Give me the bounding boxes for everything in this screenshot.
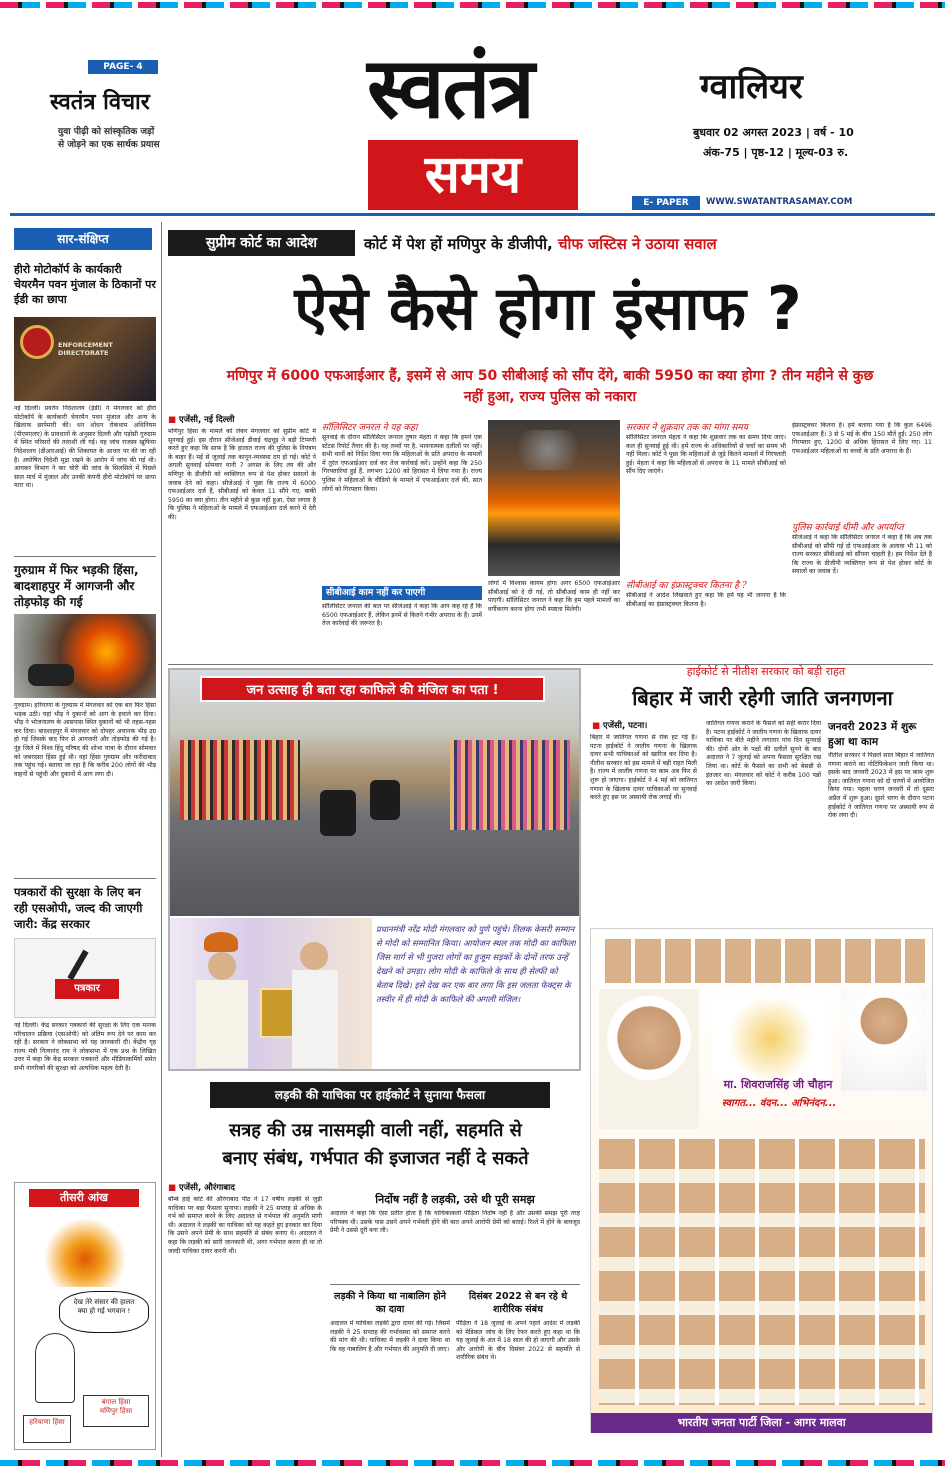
ad-footer: भारतीय जनता पार्टी जिला - आगर मालवा (591, 1413, 932, 1433)
ad-workers-grid (599, 1139, 925, 1405)
masthead-rule (10, 213, 935, 216)
lead-subhead-3: सरकार ने शुक्रवार तक का मांगा समय (626, 423, 748, 433)
rally-caption: प्रधानमंत्री नरेंद्र मोदी मंगलवार को पुणे पहुंचे। तिलक केसरी सम्मान से मोदी को सम्मानित किया। आयोजन स्थल तक मोदी का काफिला जिस मार्ग से भी गुजरा लोगों का हुजूम सड़कों के दोनों तरफ उन्हें देखने को उमड़ा। लोग मोदी के काफिले के साथ ही सेल्फी को बेताब दिखे। इसे देख कर एक बार लगा कि इस जलता फेक्ट्स के तस्वीर में ही मोदी के काफिले की अगली मंजिल। (376, 924, 576, 1004)
sidebar-story3-headline[interactable]: पत्रकारों की सुरक्षा के लिए बन रही एसओपी, जल्द की जाएगी जारी: केंद्र सरकार (14, 885, 143, 931)
edition-city: ग्वालियर (700, 67, 803, 107)
smoke-cloud (508, 430, 588, 470)
bihar-kicker: हाईकोर्ट से नीतीश सरकार को बड़ी राहत (686, 665, 846, 678)
lead-subhead-5: पुलिस कार्रवाई धीमी और अपर्याप्त (792, 523, 904, 533)
ed-office-photo (14, 317, 156, 401)
registration-color-bar-bottom (0, 1460, 945, 1466)
dignitary-face (300, 942, 328, 970)
ad-honoree: मा. शिवराजसिंह जी चौहान (723, 1078, 833, 1091)
cartoon-sign-1: बंगाल हिंसा मणिपुर हिंसा (83, 1395, 149, 1427)
sidebar-story1-body: नई दिल्ली। प्रवर्तन निदेशालय (ईडी) ने मंगलवार को हीरो मोटोकॉर्प के कार्यकारी चेयरमैन पवन मुंजाल और अन्य के खिलाफ छापेमारी की। धन शोधन रोकथाम अधिनियम (पीएमएलए) के प्रावधानों के अनुसार दिल्ली और पड़ोसी गुरुग्राम में स्थित परिसरों की तलाशी ली गई। यह जांच राजस्व खुफिया निदेशालय (डीआरआई) की शिकायत के आधार पर की जा रही है। अघोषित विदेशी मुद्रा रखने के आरोप में जांच की गई थी। आयकर विभाग ने कर चोरी की जांच के सिलसिले में पिछले साल मार्च में मुंजाल और उनकी कंपनी हीरो मोटोकॉर्प पर छापा मारा था। (14, 405, 156, 490)
date-line: बुधवार 02 अगस्त 2023 | वर्ष - 10 (693, 126, 854, 139)
court-subhead-2: लड़की ने किया था नाबालिग होने का दावा (334, 1291, 446, 1315)
ad-greeting: स्वागत... वंदन... अभिनंदन... (721, 1098, 837, 1109)
dignitary-kurta (292, 970, 338, 1068)
pm-award-photo (170, 918, 372, 1069)
bihar-subhead: जनवरी 2023 में शुरू हुआ था काम (828, 721, 917, 748)
lead-kicker: सुप्रीम कोर्ट का आदेश (168, 230, 355, 256)
cartoon-box (14, 1182, 156, 1450)
court-kicker: लड़की की याचिका पर हाईकोर्ट ने सुनाया फैसला (210, 1082, 550, 1108)
page-number-label: PAGE- 4 (88, 60, 158, 74)
manipur-fire-photo (488, 420, 620, 576)
cartoon-fire-scene (23, 1217, 147, 1287)
section-title: स्वतंत्र विचार (50, 90, 150, 115)
lead-col2b: सॉलिसिटर जनरल की बात पर सीजेआई ने कहा कि आप कह रहे हैं कि 6500 एफआईआर हैं, लेकिन इनमें से कितने गंभीर अपराध के हैं। उनमें तेज कार्रवाई की जरूरत है। (322, 603, 482, 628)
lead-col5: इंफ्रास्ट्रक्चर कितना है। हमें बताया गया है कि कुल 6496 एफआईआर हैं। 3 से 5 मई के बीच 150 मौतें हुईं। 250 लोग गिरफ्तार हुए, 1200 से अधिक हिरासत में लिए गए। 11 एफआईआर महिलाओं या बच्चों के प्रति अपराध के हैं। (792, 422, 932, 455)
issue-line: अंक-75 | पृष्ठ-12 | मूल्य-03 रु. (703, 146, 849, 159)
lead-subhead-1: सॉलिसिटर जनरल ने यह कहा (322, 423, 418, 433)
lead-col4b: सीबीआई ने आदेश लिखवाते हुए कहा कि हमें यह भी जानना है कि सीबीआई का इंफ्रास्ट्रक्चर कितना है। (626, 592, 786, 608)
lead-col3: लोगों में विश्वास कायम होगा अगर 6500 एफआईआर सीबीआई को दे दी गई, तो सीबीआई काम ही नहीं कर पाएगी। सॉलिसिटर जनरल ने कहा कि हम पहले मामलों का वर्गीकरण करना होगा तभी स्पष्टता मिलेगी। (488, 580, 620, 613)
court-byline: ■ एजेंसी, औरंगाबाद (168, 1183, 235, 1193)
lead-subhead-2: सीबीआई काम नहीं कर पाएगी (322, 586, 482, 600)
lead-col1: मणिपुर हिंसा के मामले को लेकर मंगलवार को सुप्रीम कोर्ट में सुनवाई हुई। इस दौरान सीजेआई डीवाई चंद्रचूड़ ने बड़ी टिप्पणी करते हुए कहा कि साफ है कि हालात राज्य की पुलिस के नियंत्रण के बाहर हैं। मई से जुलाई तक कानून-व्यवस्था ठप हो गई। कोर्ट ने अगली सुनवाई सोमवार यानी 7 अगस्त के लिए तय की और मणिपुर के डीजीपी को व्यक्तिगत रूप से पेश होकर सवालों के जवाब देने को कहा। सीजेआई ने पूछा कि राज्य में 6000 एफआईआर दर्ज हैं, सीबीआई को केवल 11 सौंपे गए, बाकी 5950 का क्या होगा। तीन महीने से कुछ नहीं हुआ, ऐसा लगता है कि पुलिस ने महिलाओं के मामले में एफआईआर दर्ज करने में देरी की। (168, 428, 316, 521)
court-col2: अदालत में याचिका लड़की द्वारा दायर की गई। जिसमें लड़की ने 25 सप्ताह की गर्भावस्था को समाप्त करने की मांग की थी। याचिका में लड़की ने दावा किया था कि वह नाबालिग है और गर्भपात की अनुमति दी जाए। (330, 1320, 450, 1353)
divider (330, 1284, 580, 1285)
pen-icon (67, 950, 88, 981)
ed-sign-text: ENFORCEMENT DIRECTORATE (58, 341, 113, 357)
lead-col4: सॉलिसिटर जनरल मेहता ने कहा कि शुक्रवार तक का समय दिया जाए। कल ही सुनवाई हुई थी। हमें राज्य के अधिकारियों से चर्चा का समय भी नहीं मिला। कोर्ट ने पूछा कि महिलाओं से जुड़े कितने मामलों में गिरफ्तारी हुई। मेहता ने कहा कि महिलाओं से अपराध के 11 मामले सीबीआई को सौंप दिए जाएंगे। (626, 434, 786, 476)
ad-local-leader-portrait (841, 991, 927, 1091)
sidebar-story1-headline[interactable]: हीरो मोटोकॉर्प के कार्यकारी चेयरमैन पवन मुंजाल के ठिकानों पर ईडी का छापा (14, 263, 156, 306)
lead-subhead-4: सीबीआई का इंफ्रास्ट्रक्चर कितना है ? (626, 581, 747, 591)
bihar-col2: जातिगत गणना कराने के फैसले को सही करार दिया है। पटना हाईकोर्ट ने जातीय गणना के खिलाफ दायर याचिका पर बीते महीने लगातार पांच दिन सुनवाई की। दोनों ओर के पक्षों की दलीलें सुनने के बाद अदालत ने 7 जुलाई को अपना फैसला सुरक्षित रख लिया था। कोर्ट के फैसले का सभी को बेसब्री से इंतजार था। मंगलवार को कोर्ट ने करीब 100 पन्नों का आदेश जारी किया। (706, 720, 821, 788)
crowd-left (180, 740, 300, 820)
press-label: पत्रकार (55, 979, 119, 999)
ad-leaders-row-top (605, 939, 925, 983)
sidebar-story2-body: गुरुग्राम। हरियाणा के गुरुग्राम में मंगलवार को एक बार फिर हिंसा भड़क उठी। यहां भीड़ ने दुकानों को आग के हवाले कर दिया। भीड़ ने भोजनालय के आसपास स्थित दुकानों को भी तहस-नहस कर दिया। बादशाहपुर में मंगलवार को दोपहर अचानक भीड़ उग्र हो गई जिसके बाद फिर से आगजनी और तोड़फोड़ की गई है। नूंह जिले में विश्व हिंदू परिषद की शोभा यात्रा के दौरान सोमवार को जबरदस्त हिंसा हुई थी। यहां हिंसा गुरुग्राम और फरीदाबाद तक पहुंच गई। बताया जा रहा है कि करीब 200 लोगों की भीड़ वाहनों से पहुंची और दुकानों में आग लगा दी। (14, 702, 156, 778)
lead-strap-red: चीफ जस्टिस ने उठाया सवाल (557, 235, 717, 253)
sidebar-story3-body: नई दिल्ली। केंद्र सरकार पत्रकारों की सुरक्षा के लिए एक मानक परिचालन प्रक्रिया (एसओपी) को अंतिम रूप देने पर काम कर रही है। सरकार ने लोकसभा को यह जानकारी दी। केंद्रीय गृह राज्य मंत्री नित्यानंद राय ने लोकसभा में एक प्रश्न के लिखित उत्तर में कहा कि केंद्र सरकार पत्रकारों और मीडियाकर्मियों समेत सभी नागरिकों की सुरक्षा को अत्यधिक महत्व देती है। (14, 1022, 156, 1072)
court-box-body: अदालत ने कहा कि ऐसा प्रतीत होता है कि याचिकाकर्ता पीड़िता निर्दोष नहीं है और उसकी समझ पूरी तरह परिपक्व थी। उसके पास उसने अपने गर्भवती होने की बात अपने आरोपी प्रेमी को बताई। रिश्ते में होने के बावजूद प्रेमी ने उससे दूरी बना ली। (330, 1210, 580, 1235)
press-illustration (14, 938, 156, 1018)
bjp-advertisement (590, 928, 933, 1433)
court-subhead-3: दिसंबर 2022 से बन रहे थे शारीरिक संबंध (468, 1291, 568, 1315)
lead-headline[interactable]: ऐसे कैसे होगा इंसाफ ? (294, 274, 802, 344)
pm-kurta (196, 980, 248, 1068)
divider (14, 878, 156, 879)
website-link[interactable]: WWW.SWATANTRASAMAY.COM (706, 197, 853, 207)
column-rule (161, 222, 162, 1457)
pm-face (208, 952, 236, 980)
court-col3: पीड़िता ने 18 जुलाई के अपने पहले आदेश में लड़की को मेडिकल जांच के लिए रेफर करते हुए कहा था कि यह जुलाई के अंत में 18 साल की हो जाएगी और उसके और आरोपी के बीच दिसंबर 2022 से सहमति से शारीरिक संबंध थे। (456, 1320, 580, 1362)
court-headline-line2[interactable]: बनाए संबंध, गर्भपात की इजाजत नहीं दे सकते (222, 1148, 529, 1169)
court-headline-line1[interactable]: सत्रह की उम्र नासमझी वाली नहीं, सहमति से (229, 1120, 522, 1141)
convoy-car-1 (320, 790, 356, 836)
lead-col5b: सीजेआई ने कहा कि सॉलिसिटर जनरल ने कहा है कि अब तक सीबीआई को सौंपी गई दो एफआईआर के अलावा भी 11 को राज्य सरकार सीबीआई को सौंपना चाहती है। हम निर्देश देते हैं कि राज्य के डीजीपी व्यक्तिगत रूप से पेश होकर कोर्ट के सवालों का जवाब दें। (792, 534, 932, 576)
ad-saint-image (711, 999, 831, 1079)
cartoon-header: तीसरी आंख (29, 1189, 139, 1207)
sidebar-header: सार-संक्षिप्त (14, 228, 152, 250)
newspaper-logo (250, 40, 650, 210)
bihar-col1: बिहार में जातिगत गणना से रोक हट गई है। पटना हाईकोर्ट ने जातीय गणना के खिलाफ दायर सभी याचिकाओं को खारिज कर दिया है। नीतीश सरकार को इस मामले में बड़ी राहत मिली है। राज्य में जातीय गणना पर काम अब फिर से शुरू हो जाएगा। हाईकोर्ट ने 4 मई को जातिगत गणना के खिलाफ दायर याचिकाओं पर सुनवाई करते हुए इस पर अस्थायी रोक लगाई थी। (590, 734, 697, 802)
court-box-title: निर्दोष नहीं है लड़की, उसे थी पूरी समझ (375, 1193, 535, 1206)
cartoon-figure (35, 1333, 75, 1403)
pm-convoy-photo (170, 670, 579, 916)
court-col1: बॉम्बे हाई कोर्ट की औरंगाबाद पीठ ने 17 वर्षीय लड़की से जुड़ी याचिका पर बड़ा फैसला सुनाया। लड़की ने 25 सप्ताह से अधिक के गर्भ को समाप्त करने के लिए अदालत से गर्भपात की अनुमति मांगी थी। अदालत ने लड़की का याचिका को यह कहते हुए इनकार कर दिया कि उसने अपने प्रेमी के साथ सहमति से संबंध बनाए थे। अदालत ने कहा कि लड़की को सारी जानकारी थी, अगर गर्भपात करना ही था तो जल्दी याचिका दायर करनी थी। (168, 1196, 322, 1255)
section-tagline-1: युवा पीढ़ी को सांस्कृतिक जड़ों (58, 127, 155, 137)
lead-deck: मणिपुर में 6000 एफआईआर हैं, इसमें से आप 50 सीबीआई को सौंप देंगे, बाकी 5950 का क्या होगा ? तीन महीने से कुछ नहीं हुआ, राज्य पुलिस को नकारा (226, 368, 874, 405)
logo-word-bottom: समय (424, 145, 522, 205)
lead-strapline (364, 234, 924, 254)
divider (14, 556, 156, 557)
bihar-headline[interactable]: बिहार में जारी रहेगी जाति जनगणना (632, 686, 893, 710)
sidebar-story2-headline[interactable]: गुरुग्राम में फिर भड़की हिंसा, बादशाहपुर में आगजनी और तोड़फोड़ की गई (14, 563, 139, 609)
burnt-motorcycle (28, 664, 74, 686)
bihar-byline: ■ एजेंसी, पटना। (592, 721, 648, 731)
crowd-right (450, 740, 570, 830)
rally-banner: जन उत्साह ही बता रहा काफिले की मंजिल का पता ! (200, 676, 545, 702)
ad-cm-portrait (599, 989, 699, 1129)
convoy-car-2 (370, 780, 400, 820)
section-tagline-2: से जोड़ने का एक सार्थक प्रयास (58, 140, 160, 150)
registration-color-bar-top (0, 2, 945, 8)
lead-byline: ■ एजेंसी, नई दिल्ली (168, 415, 235, 425)
cartoon-speech-bubble: देख तेरे संसार की हालत क्या हो गई भगवान ! (59, 1291, 149, 1333)
arson-photo (14, 614, 156, 698)
ed-emblem-icon (20, 325, 54, 359)
lead-col2: सुनवाई के दौरान सॉलिसिटर जनरल तुषार मेहता ने कहा कि हमने एक स्टेटस रिपोर्ट तैयार की है। यह तथ्यों पर है, भावनात्मक दलीलों पर नहीं। सभी थानों को निर्देश दिया गया कि महिलाओं के प्रति अपराध के मामलों में तुरंत एफआईआर दर्ज कर तेज कार्रवाई करें। उन्होंने कहा कि 250 गिरफ्तारियां हुई हैं, लगभग 1200 को हिरासत में लिया गया है। राज्य पुलिस ने महिलाओं के वीडियो के मामले में एफआईआर दर्ज की, सात लोगों को गिरफ्तार किया। (322, 434, 482, 493)
bihar-col3: नीतीश सरकार ने पिछले साल बिहार में जातिगत गणना कराने का नोटिफिकेशन जारी किया था। इसके बाद जनवरी 2023 में इस पर काम शुरू हुआ। जातिगत गणना को दो चरणों में आयोजित किया गया। पहला चरण जनवरी में तो दूसरा अप्रैल में शुरू हुआ। दूसरे चरण के दौरान पटना हाईकोर्ट ने जातिगत गणना पर अस्थायी रूप से रोक लगा दी। (828, 752, 934, 820)
cartoon-sign-2: हरियाणा हिंसा (23, 1415, 71, 1443)
lead-strap-black: कोर्ट में पेश हों मणिपुर के डीजीपी, (364, 235, 553, 253)
epaper-label: E- PAPER (632, 196, 700, 210)
turban (204, 932, 238, 952)
logo-word-top: स्वतंत्र (367, 39, 533, 137)
